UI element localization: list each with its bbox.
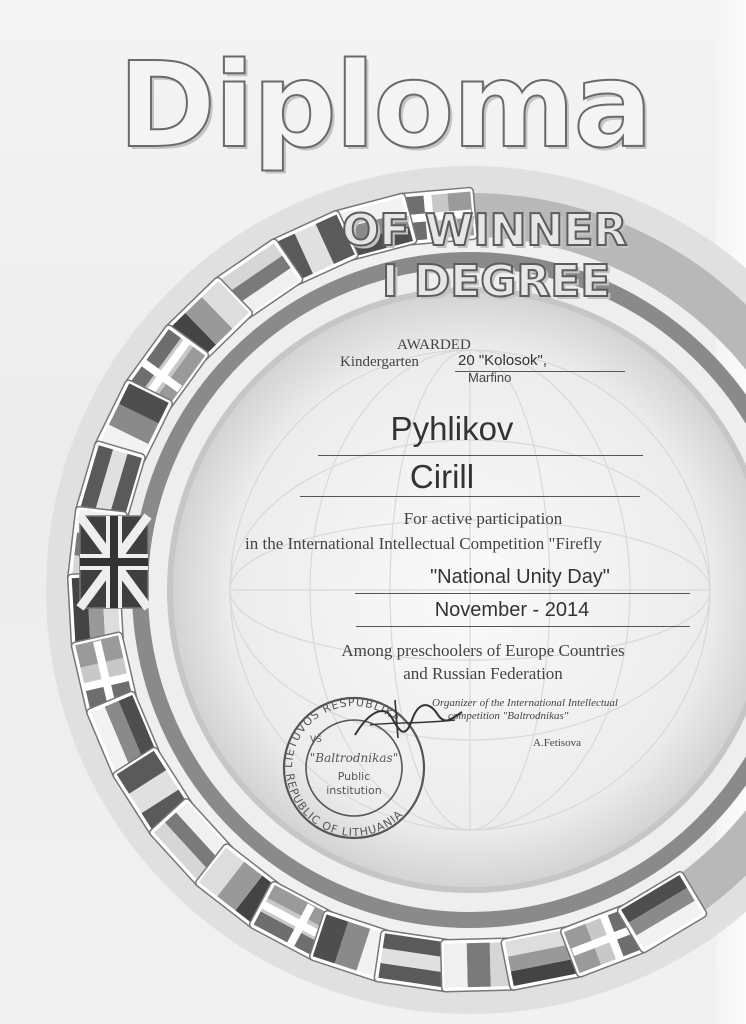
stamp-bottom-arc-text: REPUBLIC OF LITHUANIA — [283, 772, 406, 840]
organizer-line-1: Organizer of the International Intellectual — [432, 697, 618, 709]
first-name-underline — [300, 496, 640, 497]
recipient-surname: Pyhlikov — [390, 410, 514, 447]
stamp-center-line-2: institution — [326, 784, 382, 797]
audience-line-2: and Russian Federation — [403, 664, 563, 683]
diploma-title: Diploma — [118, 36, 651, 174]
flag-tile-union — [80, 516, 148, 608]
surname-underline — [318, 455, 643, 456]
organizer-name: A.Fetisova — [533, 737, 581, 749]
recipient-first-name: Cirill — [409, 458, 475, 495]
kindergarten-name: 20 "Kolosok", — [458, 352, 548, 369]
kindergarten-city: Marfino — [468, 370, 512, 385]
audience-line-1: Among preschoolers of Europe Countries — [341, 641, 625, 660]
handwritten-signature — [350, 690, 470, 750]
event-date: November - 2014 — [434, 599, 590, 621]
stamp-top-arc-text: LIETUVOS RESPUBLIKA — [281, 695, 404, 769]
degree-subtitle: I DEGREE — [382, 256, 611, 307]
event-underline — [355, 593, 690, 594]
stamp-center-name: "Baltrodnikas" — [309, 751, 399, 765]
event-name: "National Unity Day" — [430, 566, 610, 588]
stamp-center-line-1: Public — [337, 770, 371, 783]
reason-line-2: in the International Intellectual Competition "Firefly — [245, 534, 602, 553]
date-underline — [356, 626, 690, 627]
organizer-line-2: competition "Baltrodnikas" — [448, 710, 569, 722]
reason-line-1: For active participation — [403, 509, 563, 528]
awarded-label: AWARDED — [397, 337, 471, 353]
winner-subtitle: OF WINNER — [342, 205, 628, 256]
kindergarten-label: Kindergarten — [340, 354, 419, 370]
stamp-code: VŠ — [310, 735, 322, 745]
